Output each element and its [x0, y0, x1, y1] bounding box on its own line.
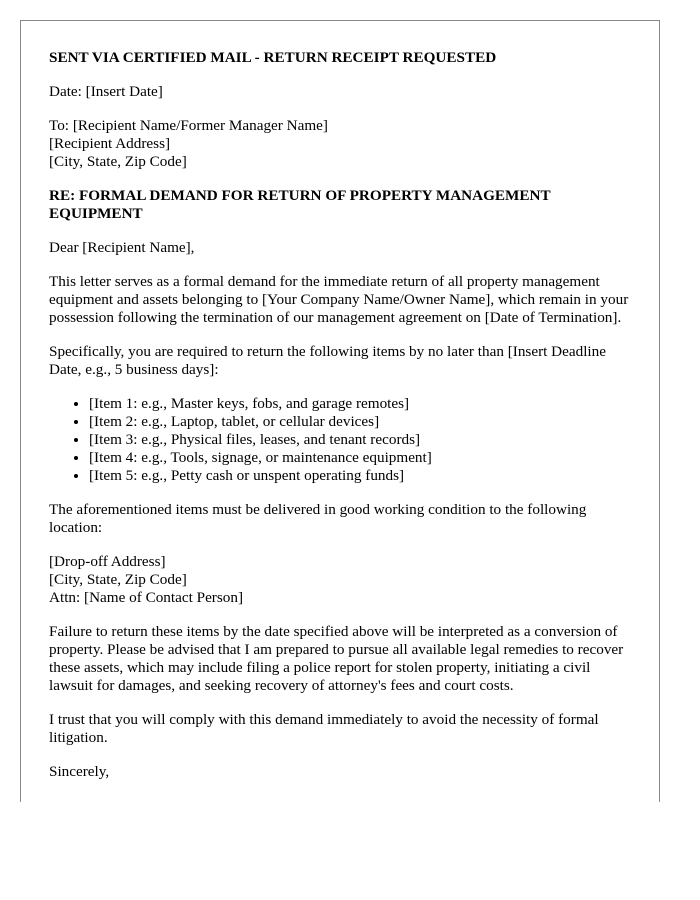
recipient-name: To: [Recipient Name/Former Manager Name]	[49, 117, 328, 134]
recipient-address: [Recipient Address]	[49, 135, 171, 152]
letter-content	[49, 49, 633, 797]
intro-paragraph: This letter serves as a formal demand for the immediate return of all property management equipment and assets belonging to [Your Company Name/Owner Name], which remain in your possession following the termination of our management agreement on [Date of Termination].	[49, 273, 629, 326]
letter-date: Date: [Insert Date]	[49, 83, 163, 100]
subject-line: RE: FORMAL DEMAND FOR RETURN OF PROPERTY MANAGEMENT EQUIPMENT	[49, 187, 551, 222]
recipient-city: [City, State, Zip Code]	[49, 153, 187, 170]
dropoff-address: [Drop-off Address]	[49, 553, 166, 570]
recipient-block	[49, 117, 633, 171]
dropoff-city: [City, State, Zip Code]	[49, 571, 187, 588]
list-item: • [Item 3: e.g., Physical files, leases, and tenant records]	[89, 431, 633, 449]
compliance-paragraph: I trust that you will comply with this demand immediately to avoid the necessity of formal litigation.	[49, 711, 599, 746]
delivery-paragraph: The aforementioned items must be delivered in good working condition to the following location:	[49, 501, 587, 536]
closing: Sincerely,	[49, 763, 110, 780]
salutation: Dear [Recipient Name],	[49, 239, 195, 256]
delivery-header: SENT VIA CERTIFIED MAIL - RETURN RECEIPT REQUESTED	[49, 49, 497, 66]
items-list	[49, 395, 633, 485]
warning-paragraph: Failure to return these items by the date specified above will be interpreted as a conversion of property. Please be advised that I am prepared to pursue all available legal remedies to recover these assets, which may include filing a police report for stolen property, initiating a civil lawsuit for damages, and seeking recovery of attorney's fees and court costs.	[49, 623, 624, 694]
list-item: • [Item 5: e.g., Petty cash or unspent operating funds]	[89, 467, 633, 485]
list-item: • [Item 4: e.g., Tools, signage, or maintenance equipment]	[89, 449, 633, 467]
letter-page	[20, 20, 660, 802]
list-item: • [Item 2: e.g., Laptop, tablet, or cellular devices]	[89, 413, 633, 431]
dropoff-block	[49, 553, 633, 607]
items-intro-paragraph: Specifically, you are required to return the following items by no later than [Insert Deadline Date, e.g., 5 business days]:	[49, 343, 606, 378]
dropoff-attention: Attn: [Name of Contact Person]	[49, 589, 244, 606]
list-item: • [Item 1: e.g., Master keys, fobs, and garage remotes]	[89, 395, 633, 413]
